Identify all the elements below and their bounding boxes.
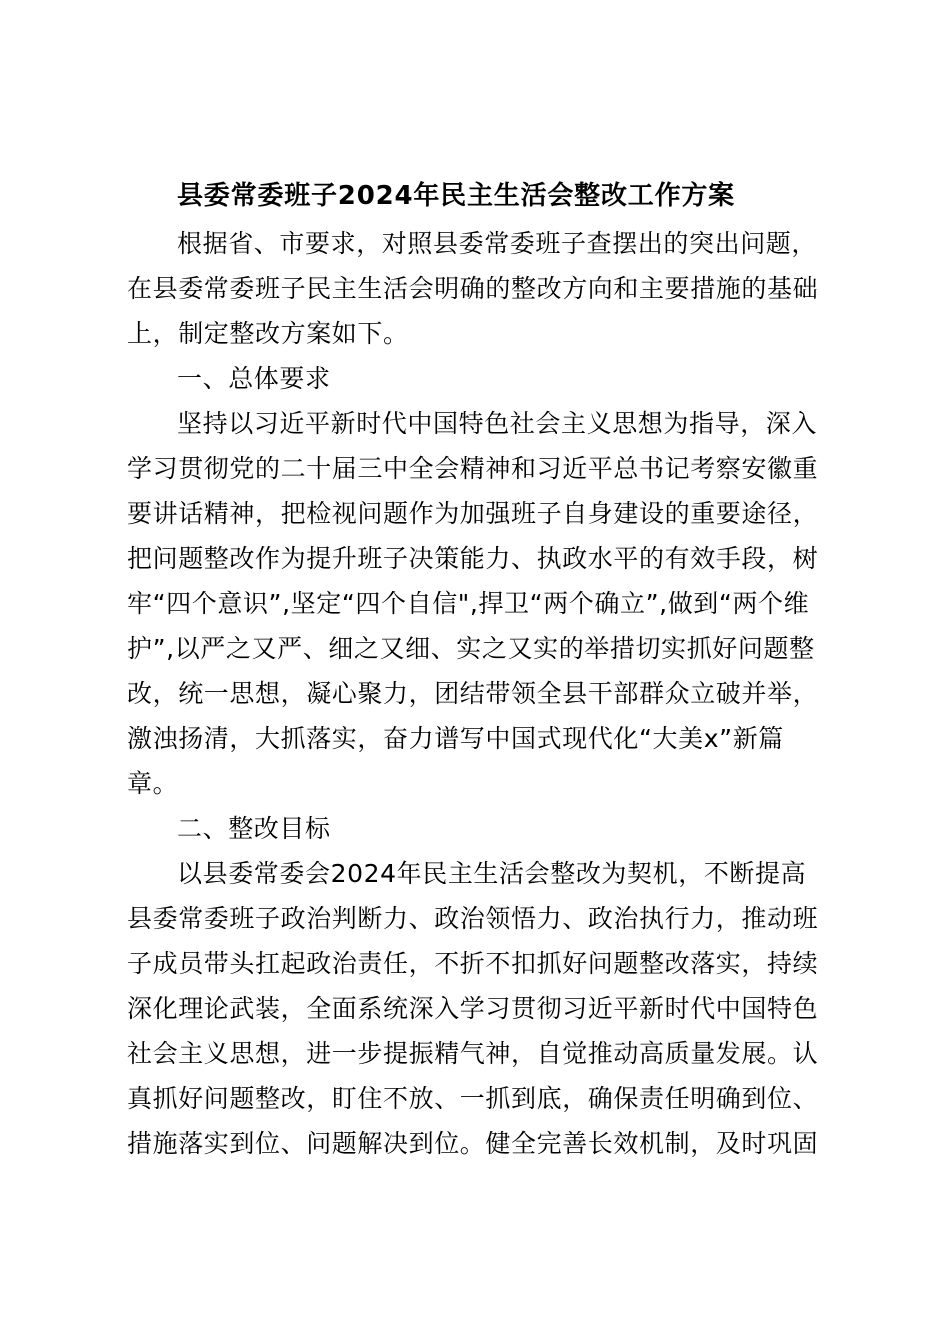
paragraph-line: 根据省、市要求，对照县委常委班子查摆出的突出问题， (177, 229, 818, 258)
section-heading: 一、总体要求 (177, 364, 331, 393)
paragraph-line: 在县委常委班子民主生活会明确的整改方向和主要措施的基础 (127, 274, 819, 303)
paragraph-line: 以县委常委会2024年民主生活会整改为契机，不断提高 (177, 859, 807, 888)
paragraph-line: 把问题整改作为提升班子决策能力、执政水平的有效手段，树 (127, 544, 819, 573)
paragraph-line: 坚持以习近平新时代中国特色社会主义思想为指导，深入 (177, 409, 818, 438)
paragraph-line: 学习贯彻党的二十届三中全会精神和习近平总书记考察安徽重 (127, 454, 819, 483)
paragraph-line: 子成员带头扛起政治责任，不折不扣抓好问题整改落实，持续 (127, 949, 819, 978)
paragraph-line: 护”,以严之又严、细之又细、实之又实的举措切实抓好问题整 (127, 634, 815, 663)
paragraph-line: 真抓好问题整改，盯住不放、一抓到底，确保责任明确到位、 (127, 1084, 819, 1113)
paragraph-line: 上，制定整改方案如下。 (127, 319, 409, 348)
paragraph-line: 激浊扬清，大抓落实，奋力谱写中国式现代化“大美x”新篇 (127, 724, 784, 753)
paragraph-line: 深化理论武装，全面系统深入学习贯彻习近平新时代中国特色 (127, 994, 819, 1023)
paragraph-line: 章。 (127, 769, 179, 798)
paragraph-line: 措施落实到位、问题解决到位。健全完善长效机制，及时巩固 (127, 1129, 819, 1158)
paragraph-line: 县委常委班子政治判断力、政治领悟力、政治执行力，推动班 (127, 904, 819, 933)
paragraph-line: 社会主义思想，进一步提振精气神，自觉推动高质量发展。认 (127, 1039, 819, 1068)
paragraph-line: 牢“四个意识”,坚定“四个自信",捍卫“两个确立”,做到“两个维 (127, 589, 810, 618)
paragraph-line: 要讲话精神，把检视问题作为加强班子自身建设的重要途径， (127, 499, 819, 528)
document-title: 县委常委班子2024年民主生活会整改工作方案 (177, 181, 735, 211)
section-heading: 二、整改目标 (177, 814, 331, 843)
paragraph-line: 改，统一思想，凝心聚力，团结带领全县干部群众立破并举， (127, 679, 819, 708)
